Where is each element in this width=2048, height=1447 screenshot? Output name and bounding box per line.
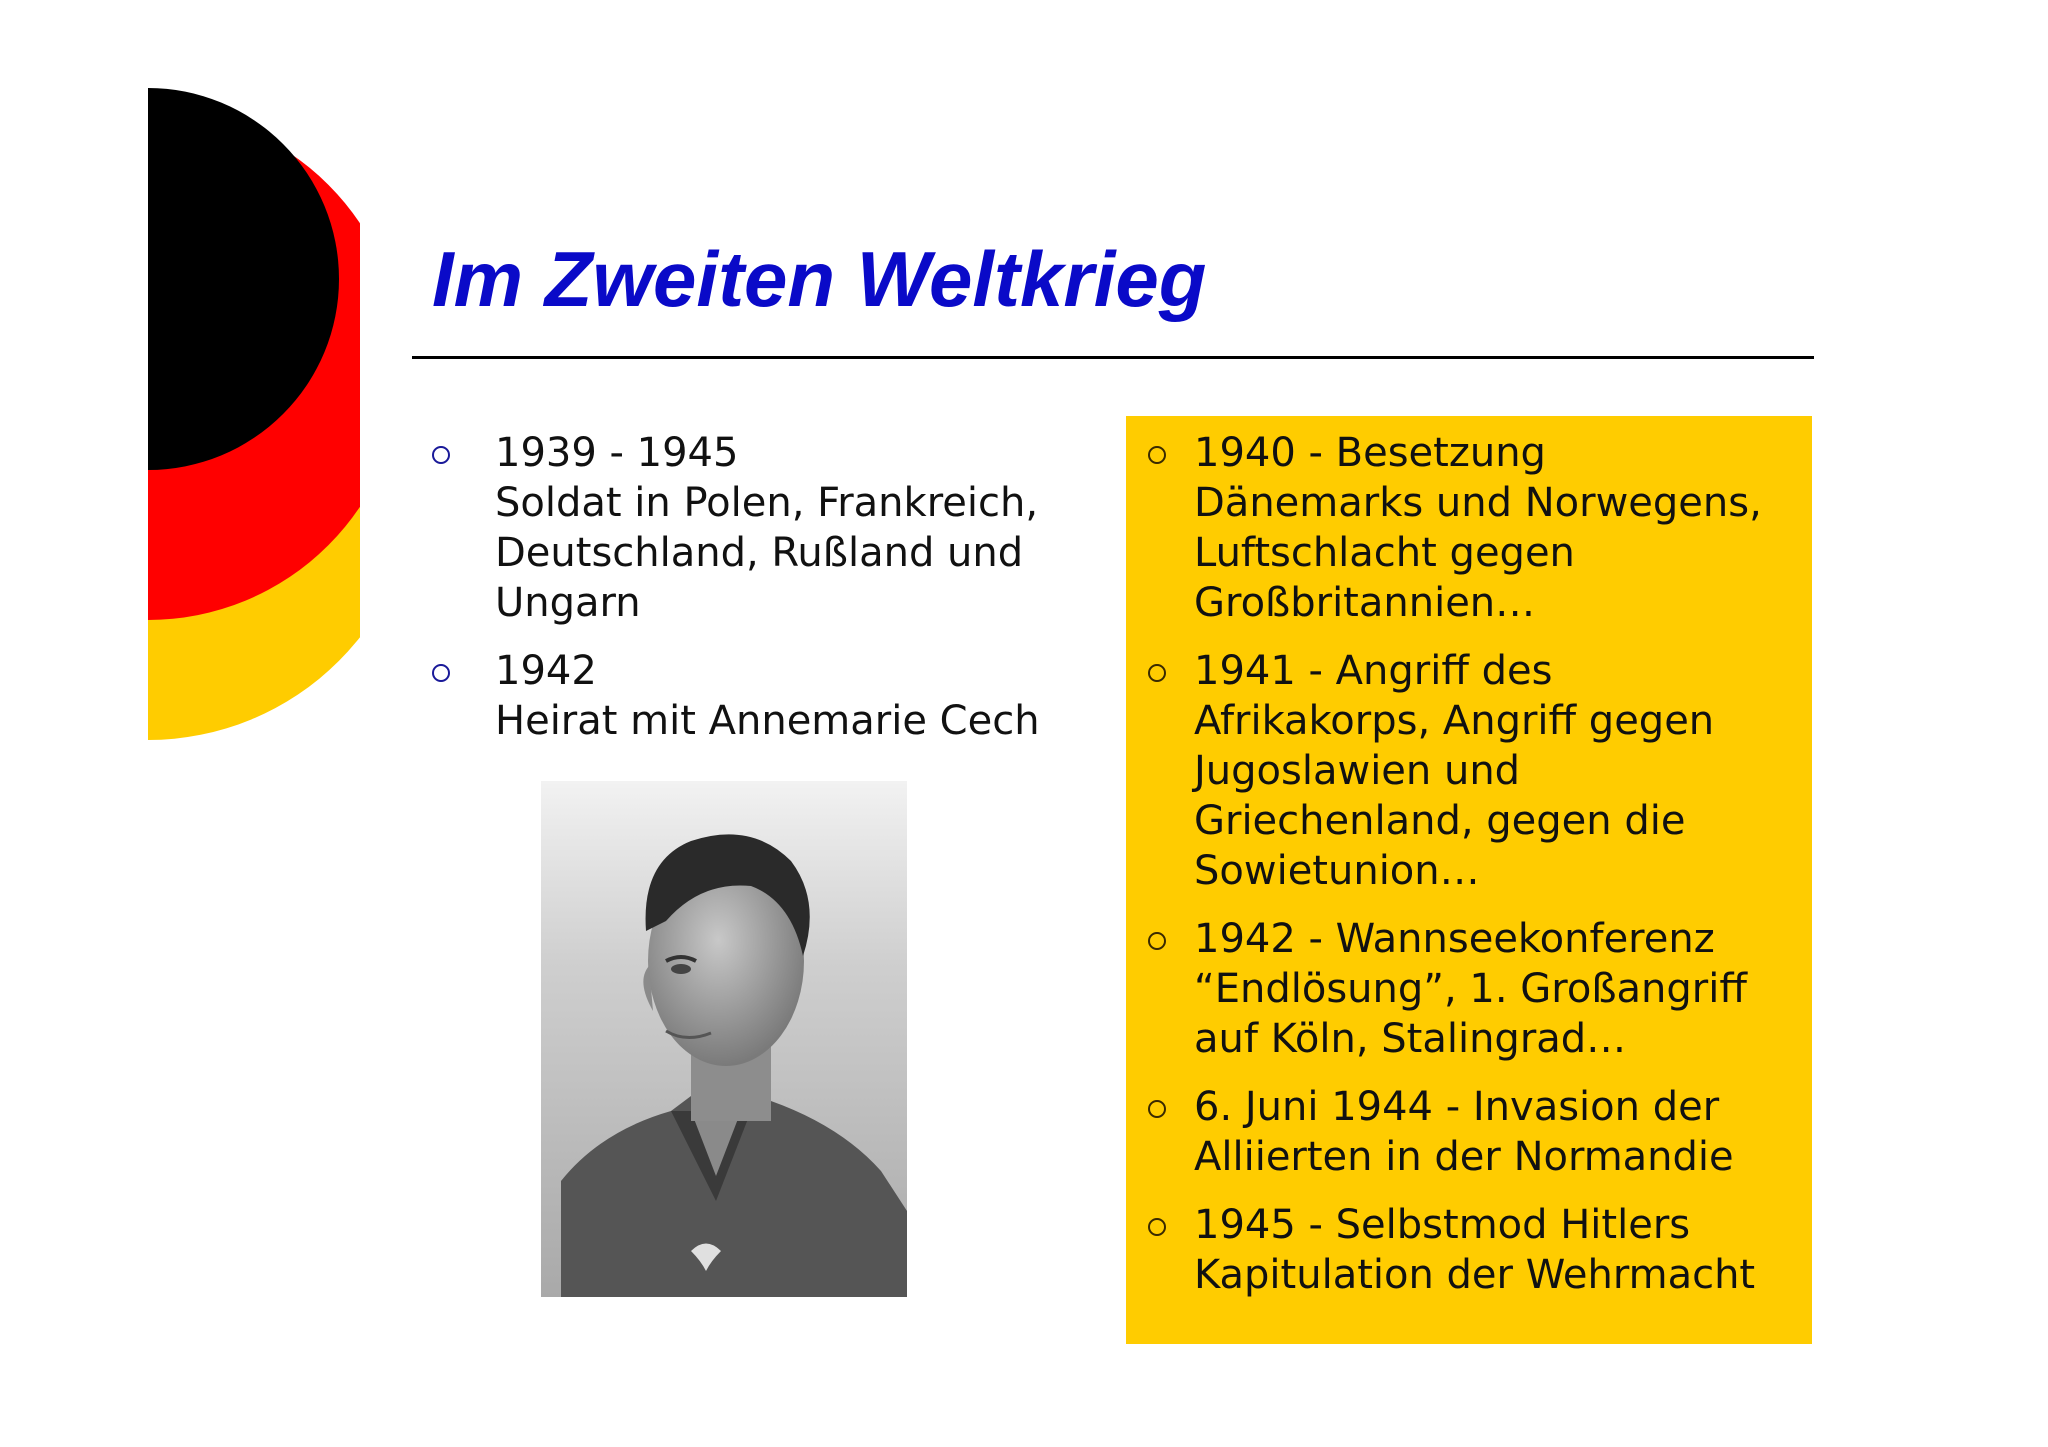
list-item-line: 1945 - Selbstmod Hitlers [1194,1202,1691,1248]
list-item-line: 1942 - Wannseekonferenz [1194,916,1715,962]
list-item [1126,914,1812,1064]
list-item-line: Dänemarks und Norwegens, [1194,480,1762,526]
list-item-line: Alliierten in der Normandie [1194,1134,1734,1180]
circle-bullet-icon [1148,932,1166,950]
list-item [1126,428,1812,628]
list-item-line: Kapitulation der Wehrmacht [1194,1252,1756,1298]
list-item-line: “Endlösung”, 1. Großangriff [1194,966,1747,1012]
circle-bullet-icon [1148,1100,1166,1118]
list-item [1126,1200,1812,1300]
list-item-line: auf Köln, Stalingrad… [1194,1016,1627,1062]
list-item [420,646,1120,746]
list-item-line: 1941 - Angriff des [1194,648,1553,694]
list-item-line: Heirat mit Annemarie Cech [495,698,1040,744]
list-item-line: 1939 - 1945 [495,430,739,476]
title-divider [412,356,1814,359]
slide-title: Im Zweiten Weltkrieg [432,235,1207,323]
list-item-line: Ungarn [495,580,641,626]
circle-bullet-icon [1148,446,1166,464]
list-item-line: 1940 - Besetzung [1194,430,1546,476]
list-item-line: Deutschland, Rußland und [495,530,1024,576]
circle-bullet-icon [432,664,450,682]
left-bullet-list [420,428,1120,764]
list-item [1126,1082,1812,1182]
circle-bullet-icon [1148,664,1166,682]
list-item-line: Luftschlacht gegen [1194,530,1575,576]
list-item-line: 6. Juni 1944 - Invasion der [1194,1084,1720,1130]
list-item [1126,646,1812,896]
list-item-line: Soldat in Polen, Frankreich, [495,480,1039,526]
portrait-photo [541,781,907,1297]
list-item-line: Jugoslawien und [1194,748,1521,794]
list-item-line: Griechenland, gegen die [1194,798,1686,844]
list-item-line: Großbritannien… [1194,580,1536,626]
portrait-image [541,781,907,1297]
list-item-line: 1942 [495,648,597,694]
german-flag-decoration [0,0,360,800]
list-item-line: Sowietunion… [1194,848,1480,894]
circle-bullet-icon [432,446,450,464]
list-item [420,428,1120,628]
circle-bullet-icon [1148,1218,1166,1236]
right-bullet-list [1126,428,1812,1318]
list-item-line: Afrikakorps, Angriff gegen [1194,698,1715,744]
